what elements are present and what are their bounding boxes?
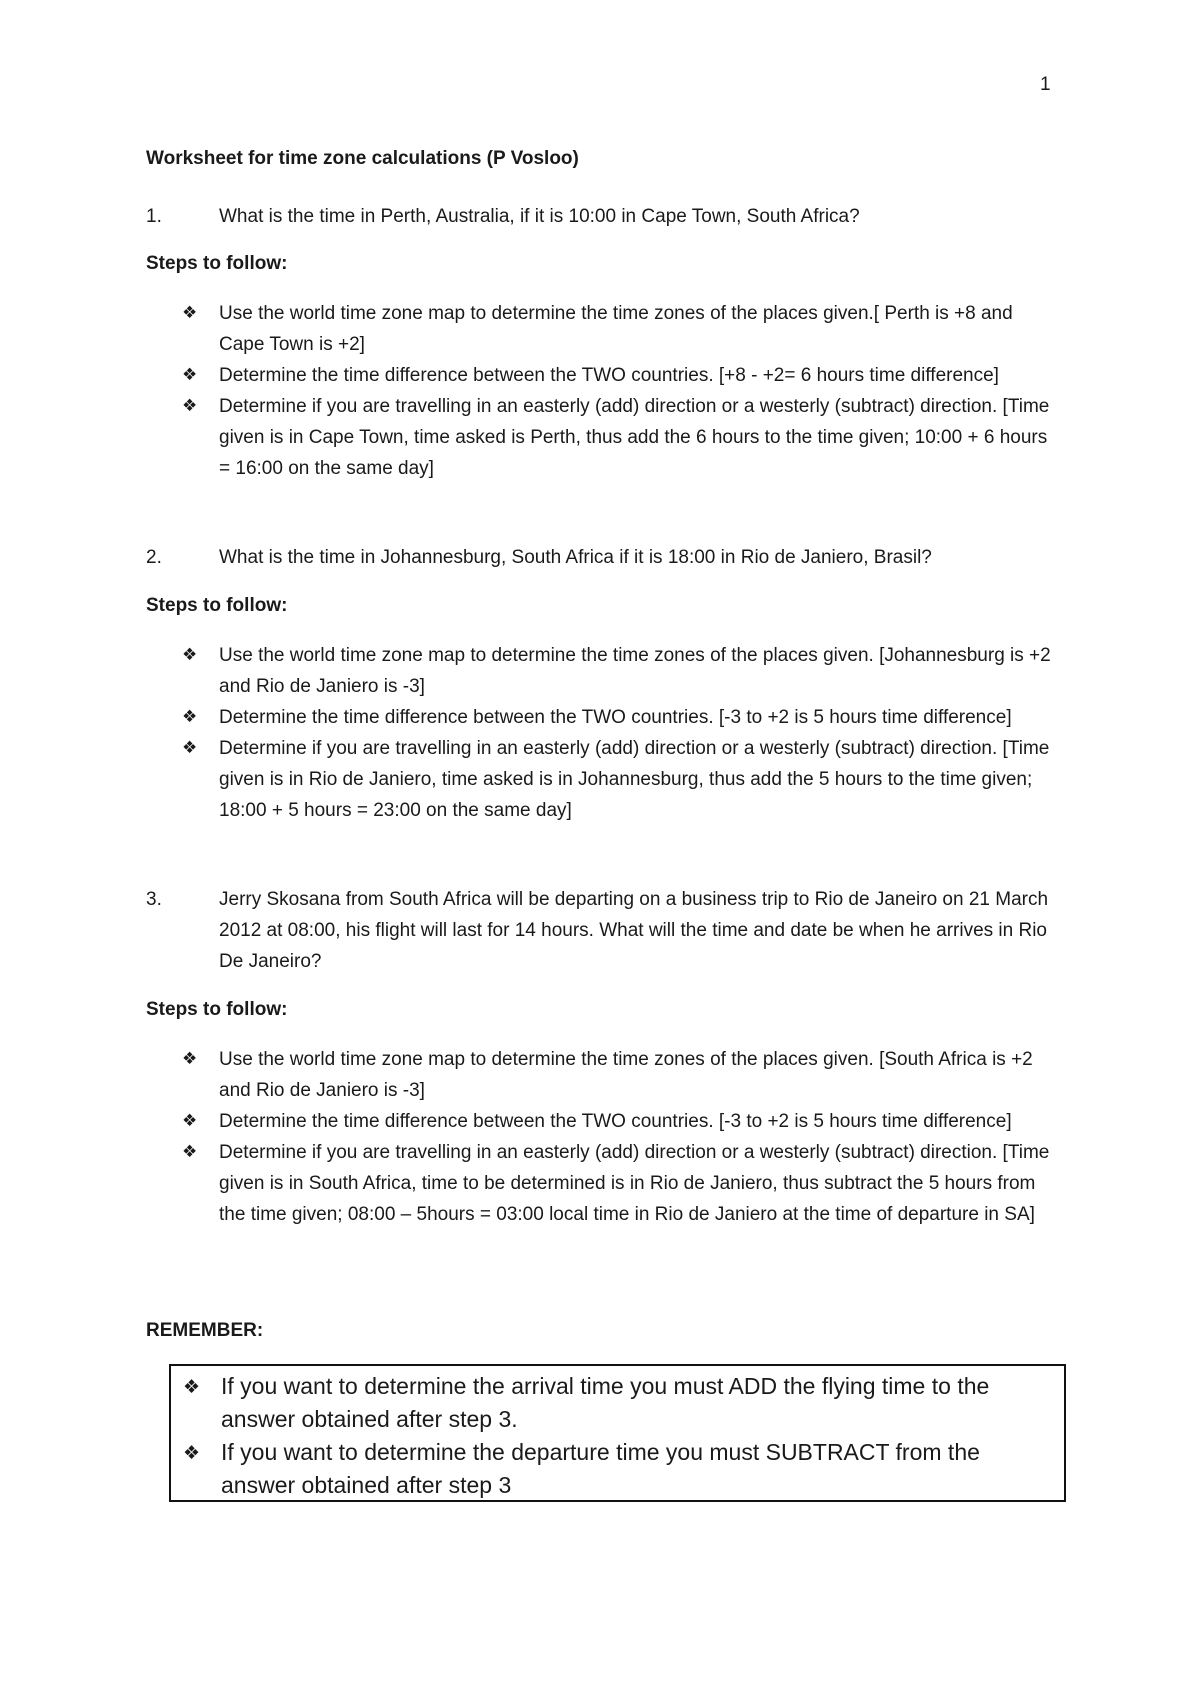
- step-text: Use the world time zone map to determine the time zones of the places given.[ Perth is +8 and Cape Town is +2]: [219, 303, 1013, 355]
- steps-list: [182, 1044, 1062, 1230]
- list-item: [182, 391, 1062, 484]
- four-diamond-bullet-icon: ❖: [182, 1142, 198, 1162]
- step-text: Use the world time zone map to determine the time zones of the places given. [South Africa is +2 and Rio de Janiero is -3]: [219, 1049, 1033, 1101]
- question-number: 1.: [146, 206, 162, 227]
- list-item: [182, 640, 1062, 702]
- step-text: Determine the time difference between the TWO countries. [+8 - +2= 6 hours time difference]: [219, 365, 999, 386]
- steps-heading: Steps to follow:: [146, 253, 288, 274]
- steps-heading: Steps to follow:: [146, 999, 288, 1020]
- four-diamond-bullet-icon: ❖: [182, 1111, 198, 1131]
- steps-heading: Steps to follow:: [146, 595, 288, 616]
- question-2: [146, 542, 1066, 573]
- list-item: [183, 1370, 1053, 1436]
- question-3: [146, 884, 1066, 977]
- step-text: Determine if you are travelling in an easterly (add) direction or a westerly (subtract) direction. [Time given is in Cape Town, time asked is Perth, thus add the 6 hours to the time given; 10:00 + 6 hours = 16:00 on the same day]: [219, 396, 1050, 479]
- step-text: Determine the time difference between the TWO countries. [-3 to +2 is 5 hours time difference]: [219, 1111, 1012, 1132]
- four-diamond-bullet-icon: ❖: [183, 1442, 201, 1464]
- list-item: [182, 702, 1062, 733]
- four-diamond-bullet-icon: ❖: [182, 365, 198, 385]
- list-item: [182, 1044, 1062, 1106]
- list-item: [183, 1436, 1053, 1502]
- four-diamond-bullet-icon: ❖: [182, 707, 198, 727]
- question-text: What is the time in Johannesburg, South Africa if it is 18:00 in Rio de Janiero, Brasil?: [219, 547, 932, 568]
- step-text: Use the world time zone map to determine the time zones of the places given. [Johannesburg is +2 and Rio de Janiero is -3]: [219, 645, 1051, 697]
- four-diamond-bullet-icon: ❖: [182, 396, 198, 416]
- remember-list: [183, 1370, 1053, 1502]
- four-diamond-bullet-icon: ❖: [182, 738, 198, 758]
- question-text: Jerry Skosana from South Africa will be departing on a business trip to Rio de Janeiro on 21 March 2012 at 08:00, his flight will last for 14 hours. What will the time and date be when he arrives in Rio De Janeiro?: [219, 889, 1049, 972]
- step-text: Determine if you are travelling in an easterly (add) direction or a westerly (subtract) direction. [Time given is in Rio de Janiero, time asked is in Johannesburg, thus add the 5 hours to the time given; 18:00 + 5 hours = 23:00 on the same day]: [219, 738, 1050, 821]
- page-number: 1: [1040, 74, 1051, 95]
- remember-text: If you want to determine the arrival time you must ADD the flying time to the answer obtained after step 3.: [221, 1373, 990, 1432]
- question-number: 2.: [146, 547, 162, 568]
- remember-heading: REMEMBER:: [146, 1320, 264, 1341]
- list-item: [182, 298, 1062, 360]
- remember-box: [169, 1364, 1066, 1502]
- page-title: Worksheet for time zone calculations (P Vosloo): [146, 148, 579, 169]
- four-diamond-bullet-icon: ❖: [182, 645, 198, 665]
- question-text: What is the time in Perth, Australia, if it is 10:00 in Cape Town, South Africa?: [219, 206, 860, 227]
- list-item: [182, 1137, 1062, 1230]
- four-diamond-bullet-icon: ❖: [183, 1376, 201, 1398]
- four-diamond-bullet-icon: ❖: [182, 303, 198, 323]
- step-text: Determine the time difference between the TWO countries. [-3 to +2 is 5 hours time difference]: [219, 707, 1012, 728]
- remember-text: If you want to determine the departure time you must SUBTRACT from the answer obtained after step 3: [221, 1439, 980, 1498]
- step-text: Determine if you are travelling in an easterly (add) direction or a westerly (subtract) direction. [Time given is in South Africa, time to be determined is in Rio de Janiero, thus subtract the 5 hours from the time given; 08:00 – 5hours = 03:00 local time in Rio de Janiero at the time of departure in SA]: [219, 1142, 1050, 1225]
- list-item: [182, 1106, 1062, 1137]
- steps-list: [182, 640, 1062, 826]
- list-item: [182, 360, 1062, 391]
- question-number: 3.: [146, 889, 162, 910]
- steps-list: [182, 298, 1062, 484]
- four-diamond-bullet-icon: ❖: [182, 1049, 198, 1069]
- question-1: [146, 201, 1066, 232]
- list-item: [182, 733, 1062, 826]
